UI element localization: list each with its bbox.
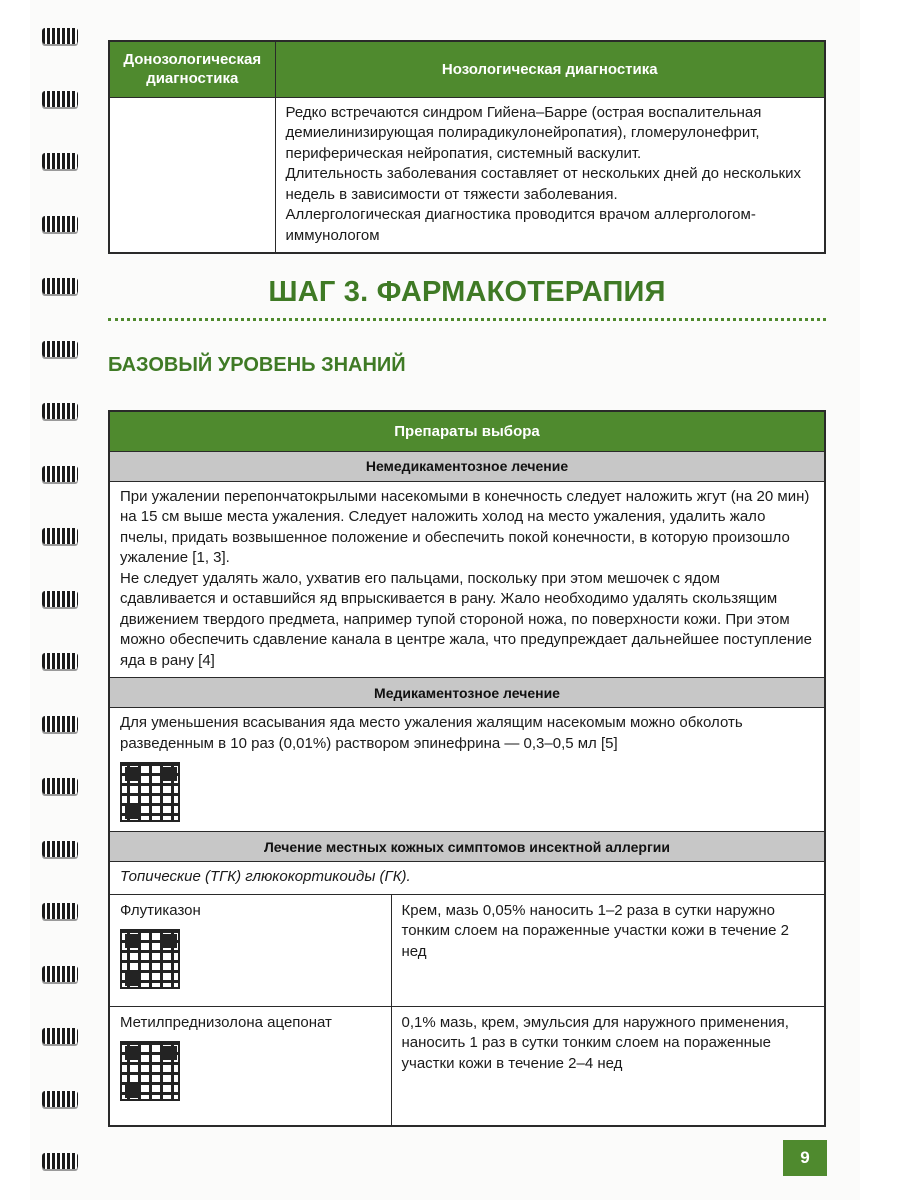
local-treatment-subheader: Топические (ТГК) глюкокортикоиды (ГК). <box>109 862 825 895</box>
binding-ring <box>42 966 78 982</box>
nosological-cell <box>275 97 825 253</box>
dotted-divider <box>108 318 826 321</box>
binding-ring <box>42 403 78 419</box>
binding-ring <box>42 1091 78 1107</box>
binding-ring <box>42 1028 78 1044</box>
binding-ring <box>42 716 78 732</box>
binding-ring <box>42 653 78 669</box>
local-treatment-header: Лечение местных кожных симптомов инсектной аллергии <box>109 832 825 862</box>
binding-ring <box>42 903 78 919</box>
binding-ring <box>42 216 78 232</box>
drug-name: Флутиказон <box>120 901 201 919</box>
drug-name: Метилпреднизолона ацепонат <box>120 1013 332 1031</box>
nosological-paragraph: Редко встречаются синдром Гийена–Барре (острая воспалительная демиелинизирующая полирадикулонейропатия), гломерулонефрит, периферическая нейропатия, системный васкулит. <box>285 103 762 162</box>
drug-treatment-cell <box>109 708 825 832</box>
nosological-paragraph: Длительность заболевания составляет от нескольких дней до нескольких недель в зависимости от тяжести заболевания. <box>285 165 801 203</box>
binding-ring <box>42 466 78 482</box>
binding-ring <box>42 528 78 544</box>
qr-code-icon[interactable] <box>120 929 180 989</box>
drug-treatment-text: Для уменьшения всасывания яда место ужаления жалящим насекомым можно обколоть разведенным в 10 раз (0,01%) раствором эпинефрина — 0,3–0,5 мл [5] <box>120 714 743 752</box>
drug-description: 0,1% мазь, крем, эмульсия для наружного применения, наносить 1 раз в сутки тонким слоем на пораженные участки кожи в течение 2–4 нед <box>391 1006 825 1126</box>
nosological-header: Нозологическая диагностика <box>275 41 825 97</box>
binding-ring <box>42 278 78 294</box>
non-drug-paragraph: При ужалении перепончатокрылыми насекомыми в конечность следует наложить жгут (на 20 мин) на 15 см выше места ужаления. Следует наложить холод на место ужаления, удалить жало пчелы, придать возвышенное положение и обеспечить покой конечности, в которую произошло ужаление [1, 3]. <box>120 487 810 566</box>
qr-code-icon[interactable] <box>120 762 180 822</box>
drug-name-cell <box>109 1006 391 1126</box>
binding-ring <box>42 28 78 44</box>
non-drug-header: Немедикаментозное лечение <box>109 451 825 481</box>
non-drug-cell <box>109 481 825 678</box>
binding-ring <box>42 841 78 857</box>
drug-treatment-header: Медикаментозное лечение <box>109 678 825 708</box>
non-drug-paragraph: Не следует удалять жало, ухватив его пальцами, поскольку при этом мешочек с ядом сдавливается и оставшийся яд впрыскивается в рану. Жало необходимо удалять скользящим движением твердого предмета, например тупой стороной ножа, по поверхности кожи. При этом можно обеспечить сдавление канала в центре жала, что предупреждает дальнейшее поступление яда в рану [4] <box>120 569 812 669</box>
spiral-binding <box>0 0 110 1200</box>
section-title: БАЗОВЫЙ УРОВЕНЬ ЗНАНИЙ <box>108 354 406 376</box>
nosological-paragraph: Аллергологическая диагностика проводится врачом аллергологом-иммунологом <box>285 206 756 244</box>
diagnostics-table <box>108 40 826 254</box>
drugs-of-choice-table <box>108 410 826 1127</box>
binding-ring <box>42 778 78 794</box>
prenosological-header: Донозологическая диагностика <box>109 41 275 97</box>
binding-ring <box>42 591 78 607</box>
drugs-table-header: Препараты выбора <box>109 411 825 451</box>
step-title: ШАГ 3. ФАРМАКОТЕРАПИЯ <box>268 276 666 308</box>
qr-code-icon[interactable] <box>120 1041 180 1101</box>
page-number: 9 <box>783 1140 827 1176</box>
prenosological-cell <box>109 97 275 253</box>
drug-name-cell <box>109 894 391 1006</box>
binding-ring <box>42 341 78 357</box>
binding-ring <box>42 91 78 107</box>
binding-ring <box>42 1153 78 1169</box>
drug-description: Крем, мазь 0,05% наносить 1–2 раза в сутки наружно тонким слоем на пораженные участки кожи в течение 2 нед <box>391 894 825 1006</box>
binding-ring <box>42 153 78 169</box>
